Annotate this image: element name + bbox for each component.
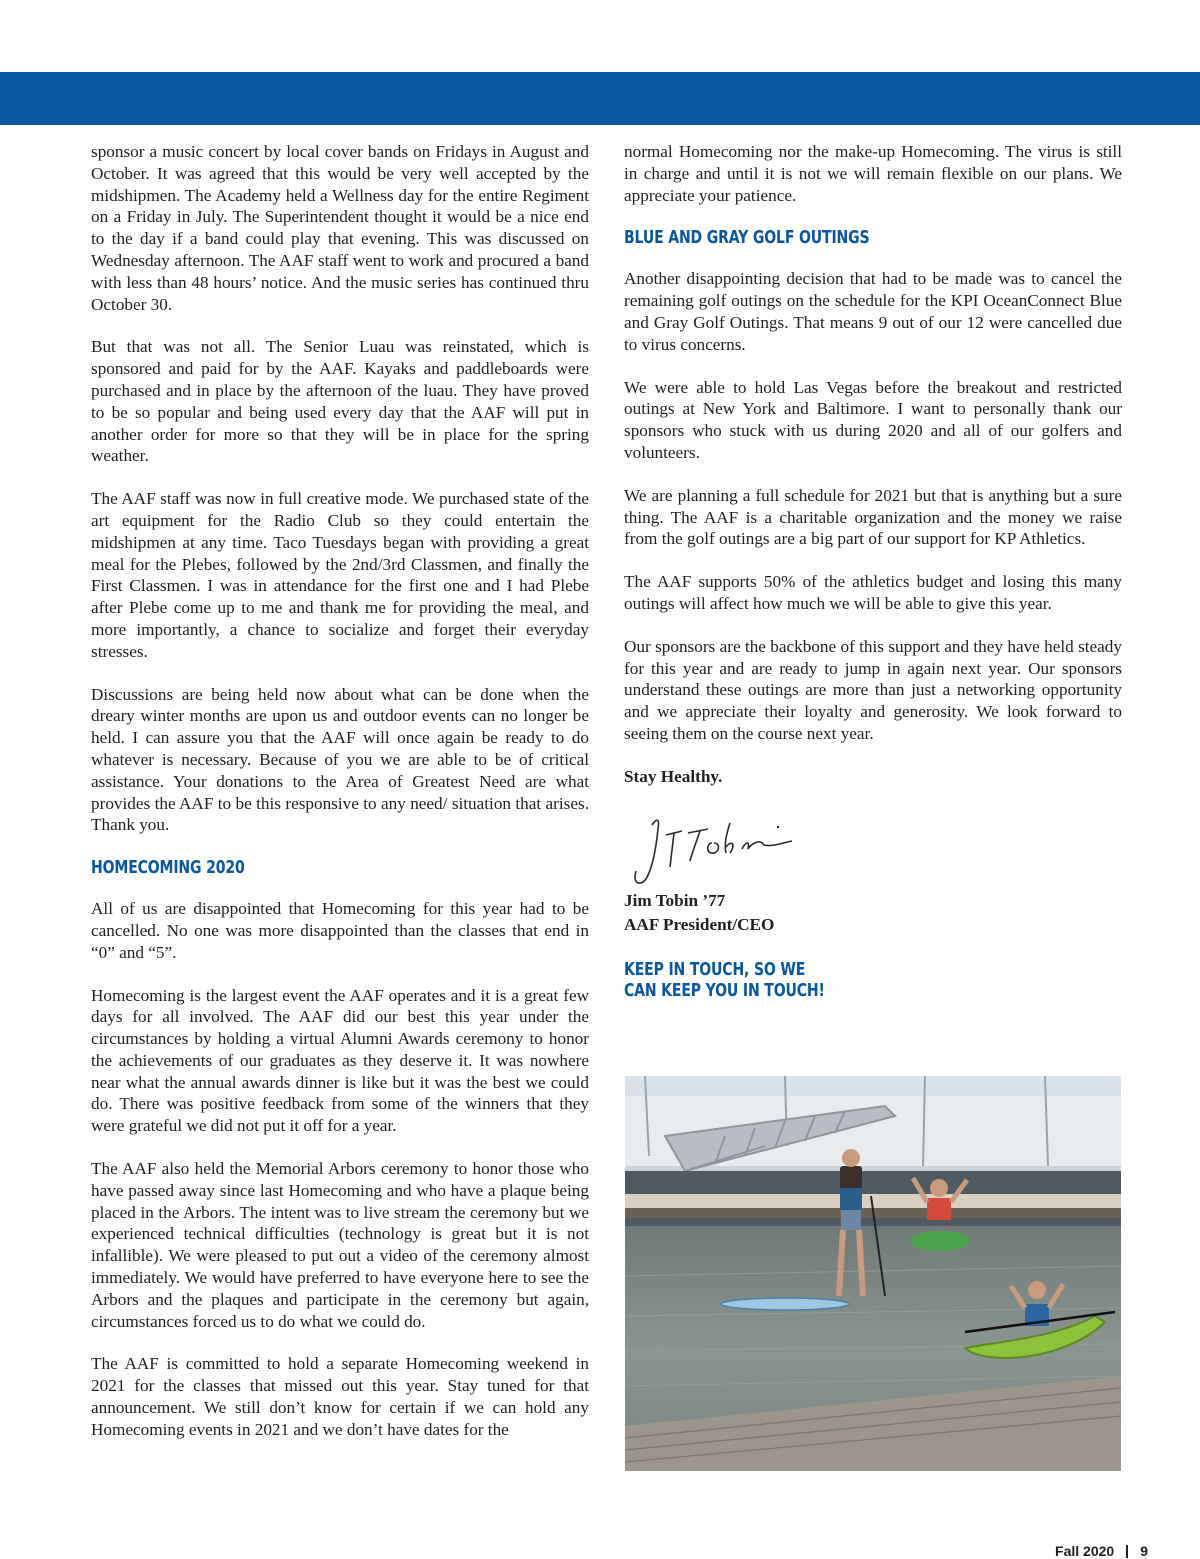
footer-separator — [1126, 1545, 1128, 1558]
body-paragraph: We are planning a full schedule for 2021 but that is anything but a sure thing. The AAF is a charitable organization and the money we raise from the golf outings are a big part of our support for KP Athletics. — [624, 485, 1122, 549]
left-column — [91, 141, 589, 1462]
heading-line: KEEP IN TOUCH, SO WE — [624, 958, 806, 980]
heading-line: CAN KEEP YOU IN TOUCH! — [624, 979, 825, 1001]
kayak-paddleboard-photo — [625, 1076, 1121, 1471]
page-number: 9 — [1140, 1543, 1148, 1559]
section-heading-keep-in-touch — [624, 959, 1012, 1001]
page-footer — [1055, 1543, 1148, 1559]
body-paragraph: Another disappointing decision that had to be made was to cancel the remaining golf outings on the schedule for the KPI OceanConnect Blue and Gray Golf Outings. That means 9 out of our 12 were cancelled due to virus concerns. — [624, 269, 1122, 354]
body-paragraph: But that was not all. The Senior Luau was reinstated, which is sponsored and paid for by the AAF. Kayaks and paddleboards were purchased and in place by the afternoon of the luau. They have proved to be so popular and being used every day that the AAF will put in another order for more so that they will be in place for the spring weather. — [91, 337, 589, 466]
body-paragraph: All of us are disappointed that Homecoming for this year had to be cancelled. No one was more disappointed than the classes that end in “0” and “5”. — [91, 899, 589, 962]
body-paragraph: We were able to hold Las Vegas before the breakout and restricted outings at New York and Baltimore. I want to personally thank our sponsors who stuck with us during 2020 and all of our golfers and volunteers. — [624, 377, 1122, 462]
section-heading-homecoming: HOMECOMING 2020 — [91, 857, 245, 879]
body-paragraph: Our sponsors are the backbone of this support and they have held steady for this year and are ready to jump in again next year. Our sponsors understand these outings are more than just a networking opportunity and we appreciate their loyalty and generosity. We look forward to seeing them on the course next year. — [624, 636, 1122, 743]
right-column — [624, 141, 1122, 1001]
body-paragraph: normal Homecoming nor the make-up Homecoming. The virus is still in charge and until it is not we will remain flexible on our plans. We appreciate your patience. — [624, 142, 1122, 205]
body-paragraph: Discussions are being held now about what can be done when the dreary winter months are upon us and outdoor events can no longer be held. I can assure you that the AAF will once again be ready to do whatever is necessary. Because of you we are able to be of critical assistance. Your donations to the Area of Greatest Need are what provides the AAF to be this responsive to any need/ situation that arises. Thank you. — [91, 684, 589, 835]
signature-image — [626, 809, 826, 899]
body-paragraph: The AAF also held the Memorial Arbors ceremony to honor those who have passed away since last Homecoming and who have a plaque being placed in the Arbors. The intent was to live stream the ceremony but we experienced technical difficulties (technology is great but it is not infallible). We were pleased to put out a video of the ceremony almost immediately. We would have preferred to have everyone here to see the Arbors and the plaques and participate in the ceremony but again, circumstances forced us to do what we could do. — [91, 1159, 589, 1331]
header-color-bar — [0, 72, 1200, 125]
signer-name: Jim Tobin ’77 — [624, 890, 726, 910]
issue-label: Fall 2020 — [1055, 1543, 1115, 1559]
section-heading-golf: BLUE AND GRAY GOLF OUTINGS — [624, 227, 870, 249]
body-paragraph: The AAF supports 50% of the athletics budget and losing this many outings will affect how much we will be able to give this year. — [624, 572, 1122, 613]
photo-illustration — [625, 1076, 1121, 1471]
signature — [624, 809, 1122, 889]
closing-line: Stay Healthy. — [624, 766, 723, 786]
body-paragraph: Homecoming is the largest event the AAF operates and it is a great few days for all involved. The AAF did our best this year under the circumstances by holding a virtual Alumni Awards ceremony to honor the achievements of our graduates as they deserve it. It was nowhere near what the annual awards dinner is like but it was the best we could do. There was positive feedback from some of the winners that they were grateful we did not put it off for a year. — [91, 985, 589, 1136]
signer-title: AAF President/CEO — [624, 914, 775, 934]
body-paragraph: The AAF is committed to hold a separate Homecoming weekend in 2021 for the classes that missed out this year. Stay tuned for that announcement. We still don’t know for certain if we can hold any Homecoming events in 2021 and we don’t have dates for the — [91, 1354, 589, 1439]
body-paragraph: sponsor a music concert by local cover bands on Fridays in August and October. It was agreed that this would be very well accepted by the midshipmen. The Academy held a Wellness day for the entire Regiment on a Friday in July. The Superintendent thought it would be a nice end to the day if a band could play that evening. This was discussed on Wednesday afternoon. The AAF staff went to work and procured a band with less than 48 hours’ notice. And the music series has continued thru October 30. — [91, 142, 589, 314]
body-paragraph: The AAF staff was now in full creative mode. We purchased state of the art equipment for the Radio Club so they could entertain the midshipmen at any time. Taco Tuesdays began with providing a great meal for the Plebes, followed by the 2nd/3rd Classmen, and finally the First Classmen. I was in attendance for the first one and I had Plebe after Plebe come up to me and thank me for providing the meal, and more importantly, a chance to socialize and forget their everyday stresses. — [91, 489, 589, 661]
